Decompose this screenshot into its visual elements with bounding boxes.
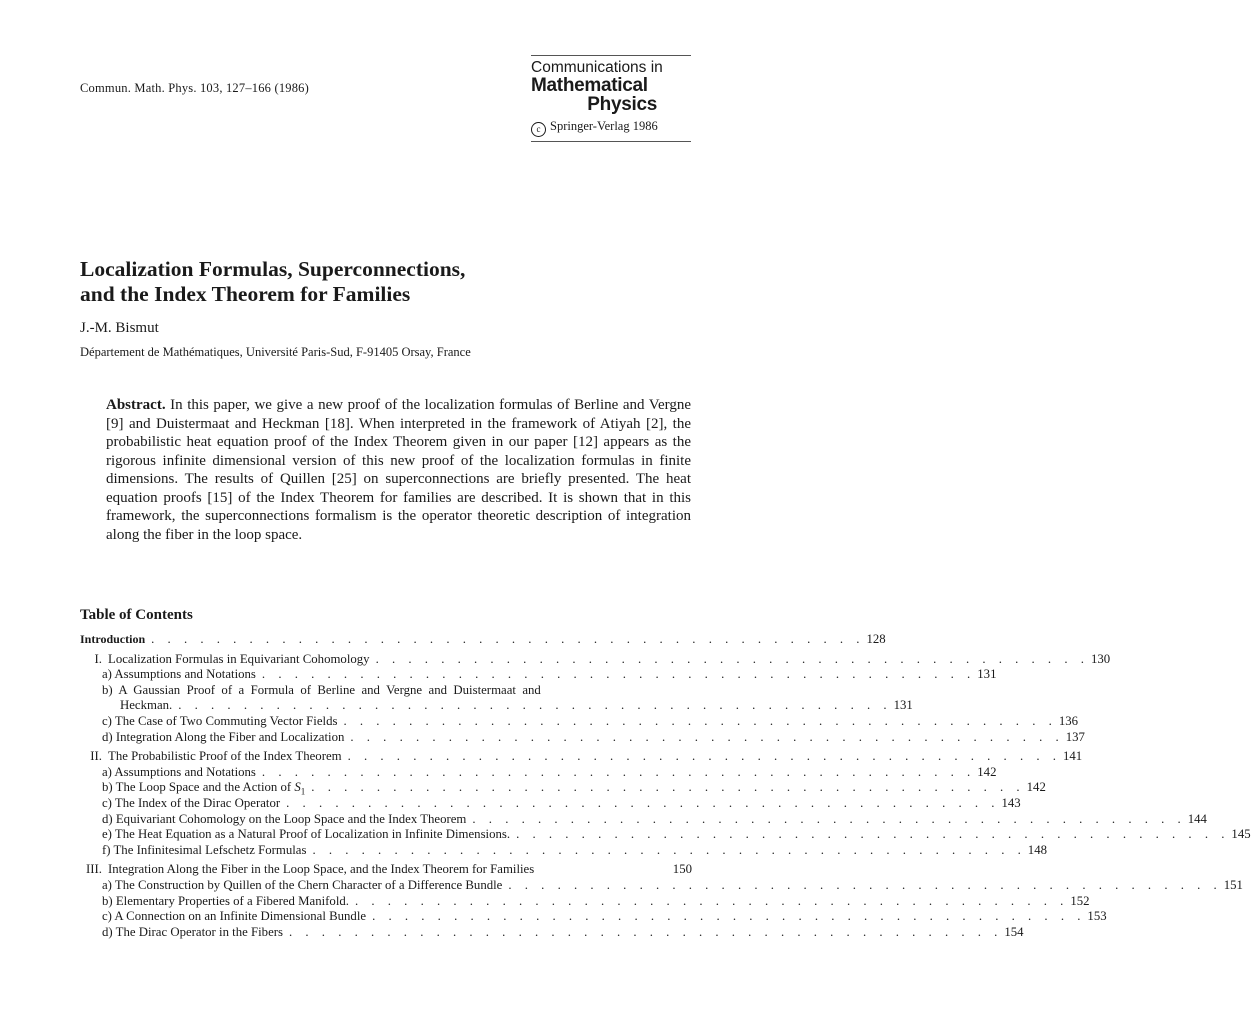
toc-entry-2c <box>80 795 1021 812</box>
paper-title <box>80 257 700 307</box>
toc-entry-label: a) Assumptions and Notations <box>102 764 256 779</box>
masthead-top-rule <box>531 55 691 56</box>
toc-entry-2d <box>80 811 1207 828</box>
toc-entry-2f <box>80 842 1047 859</box>
toc-entry-2b <box>80 780 1046 797</box>
toc-page-number: 137 <box>1065 729 1085 744</box>
toc-leader-dots: . . . . . . . . . . . . . . . . . . . . . . . . . . . . . . . . . . . . . . . . . . . . <box>261 667 976 682</box>
toc-page-number: 142 <box>977 764 997 779</box>
toc-leader-dots: . . . . . . . . . . . . . . . . . . . . . . . . . . . . . . . . . . . . . . . . . . . . <box>350 729 1064 744</box>
toc-leader-dots: . . . . . . . . . . . . . . . . . . . . . . . . . . . . . . . . . . . . . . . . . . . . <box>261 764 976 779</box>
toc-page-number: 131 <box>893 698 913 713</box>
toc-entry-2e <box>80 827 1251 843</box>
toc-leader-dots: . . . . . . . . . . . . . . . . . . . . . . . . . . . . . . . . . . . . . . . . . . . . <box>178 698 892 713</box>
toc-leader-dots: . . . . . . . . . . . . . . . . . . . . . . . . . . . . . . . . . . . . . . . . . . . . <box>354 893 1069 908</box>
title-line-2: and the Index Theorem for Families <box>80 282 411 306</box>
author-affiliation: Département de Mathématiques, Université Paris-Sud, F-91405 Orsay, France <box>80 345 471 359</box>
masthead-bottom-rule <box>531 141 691 142</box>
symbol-subscript: 1 <box>300 786 306 797</box>
toc-entry-1a <box>80 667 997 683</box>
toc-page-number: 142 <box>1026 780 1046 795</box>
toc-entry-label: d) Integration Along the Fiber and Localization <box>102 729 345 744</box>
symbol-s: S <box>294 780 301 795</box>
toc-entry-label: c) The Case of Two Commuting Vector Fields <box>102 713 338 728</box>
title-line-1: Localization Formulas, Superconnections, <box>80 257 466 281</box>
toc-leader-dots: . . . . . . . . . . . . . . . . . . . . . . . . . . . . . . . . . . . . . . . . . . . . <box>312 842 1026 857</box>
toc-leader-dots: . . . . . . . . . . . . . . . . . . . . . . . . . . . . . . . . . . . . . . . . . . . . <box>286 795 1000 810</box>
toc-entry-part-1 <box>80 651 1111 668</box>
toc-leader-dots: . . . . . . . . . . . . . . . . . . . . . . . . . . . . . . . . . . . . . . . . . . . . <box>151 632 865 646</box>
toc-entry-label: a) The Construction by Quillen of the Chern Character of a Difference Bundle <box>102 877 503 892</box>
journal-name-line2: Mathematical <box>531 75 648 96</box>
toc-page-number: 144 <box>1187 811 1207 826</box>
toc-leader-dots: . . . . . . . . . . . . . . . . . . . . . . . . . . . . . . . . . . . . . . . . . . . . <box>347 749 1061 764</box>
toc-entry-label: d) The Dirac Operator in the Fibers <box>102 924 283 939</box>
toc-entry-label: f) The Infinitesimal Lefschetz Formulas <box>102 842 307 857</box>
copyright-line <box>531 117 691 137</box>
toc-page-number: 151 <box>1223 877 1243 892</box>
toc-entry-label: d) Equivariant Cohomology on the Loop Space and the Index Theorem <box>102 811 467 826</box>
toc-entry-3a <box>80 877 1243 894</box>
toc-page-number: 131 <box>977 667 997 682</box>
toc-entry-label: Introduction <box>80 632 146 646</box>
toc-page-number: 145 <box>1231 827 1251 842</box>
toc-entry-introduction <box>80 632 886 648</box>
toc-page-number: 154 <box>1004 924 1024 939</box>
toc-leader-dots: . . . . . . . . . . . . . . . . . . . . . . . . . . . . . . . . . . . . . . . . . . . . <box>289 924 1003 939</box>
toc-entry-label: c) A Connection on an Infinite Dimensional Bundle <box>102 909 367 924</box>
toc-entry-1c <box>80 713 1079 730</box>
toc-entry-label: Heckman. <box>120 698 173 713</box>
toc-entry-1b-continued <box>80 698 913 714</box>
journal-citation: Commun. Math. Phys. 103, 127–166 (1986) <box>80 81 309 95</box>
abstract-label: Abstract. <box>106 397 166 413</box>
toc-entry-3c <box>80 909 1107 925</box>
toc-entry-3d <box>80 924 1024 941</box>
toc-page-number: 150 <box>672 862 692 877</box>
toc-leader-dots: . . . . . . . . . . . . . . . . . . . . . . . . . . . . . . . . . . . . . . . . . . . . <box>343 713 1057 728</box>
copyright-icon: c <box>531 122 546 137</box>
toc-part-numeral: III. <box>86 862 102 877</box>
toc-entry-label: b) The Loop Space and the Action of <box>102 780 295 795</box>
toc-part-numeral: I. <box>94 651 102 666</box>
toc-leader-dots: . . . . . . . . . . . . . . . . . . . . . . . . . . . . . . . . . . . . . . . . . . . . <box>375 651 1089 666</box>
toc-page-number: 153 <box>1087 909 1107 924</box>
toc-page-number: 130 <box>1090 651 1111 666</box>
toc-page-number: 152 <box>1070 893 1090 908</box>
table-of-contents <box>80 632 1251 940</box>
toc-page-number: 136 <box>1058 713 1079 728</box>
toc-leader-dots: . . . . . . . . . . . . . . . . . . . . . . . . . . . . . . . . . . . . . . . . . . . . <box>516 827 1230 842</box>
toc-entry-3b <box>80 893 1090 910</box>
journal-masthead <box>531 55 691 142</box>
toc-title: Table of Contents <box>80 607 193 623</box>
toc-page-number: 143 <box>1001 795 1021 810</box>
toc-entry-label: c) The Index of the Dirac Operator <box>102 795 281 810</box>
toc-page-number: 128 <box>866 632 886 646</box>
toc-entry-1d <box>80 729 1085 746</box>
toc-leader-dots: . . . . . . . . . . . . . . . . . . . . . . . . . . . . . . . . . . . . . . . . . . . . <box>372 909 1086 924</box>
toc-entry-part-2 <box>80 749 1083 765</box>
journal-name-line1: Communications in <box>531 59 663 76</box>
toc-entry-1b <box>80 683 692 699</box>
toc-entry-2a <box>80 764 997 781</box>
toc-page-number: 141 <box>1062 749 1083 764</box>
toc-part-numeral: II. <box>90 749 102 764</box>
abstract-text: In this paper, we give a new proof of the localization formulas of Berline and Vergne [9] and Duistermaat and Heckman [18]. When interpreted in the framework of Atiyah [2], the probabilistic heat equation proof of the Index Theorem given in our paper [12] appears as the rigorous infinite dimensional version of this new proof of the localization formulas in finite dimensions. The results of Quillen [25] on superconnections are briefly presented. The heat equation proofs [15] of the Index Theorem for families are described. It is shown that in this framework, the superconnections formalism is the operator theoretic description of integration along the fiber in the loop space. <box>106 397 691 543</box>
toc-entry-label: e) The Heat Equation as a Natural Proof of Localization in Infinite Dimensions. <box>102 827 511 842</box>
abstract <box>106 396 691 544</box>
toc-page-number: 148 <box>1027 842 1047 857</box>
toc-entry-label: Integration Along the Fiber in the Loop Space, and the Index Theorem for Families <box>108 862 535 877</box>
toc-entry-part-3 <box>80 862 692 878</box>
toc-leader-dots: . . . . . . . . . . . . . . . . . . . . . . . . . . . . . . . . . . . . . . . . . . . . <box>311 780 1025 795</box>
toc-entry-label: The Probabilistic Proof of the Index Theorem <box>108 749 342 764</box>
toc-entry-label: b) Elementary Properties of a Fibered Manifold. <box>102 893 349 908</box>
toc-entry-label: a) Assumptions and Notations <box>102 667 256 682</box>
copyright-text: Springer-Verlag 1986 <box>550 119 658 133</box>
author-name: J.-M. Bismut <box>80 320 159 336</box>
toc-leader-dots: . . . . . . . . . . . . . . . . . . . . . . . . . . . . . . . . . . . . . . . . . . . . <box>508 877 1222 892</box>
toc-leader-dots: . . . . . . . . . . . . . . . . . . . . . . . . . . . . . . . . . . . . . . . . . . . . <box>472 811 1186 826</box>
toc-entry-label: Localization Formulas in Equivariant Cohomology <box>108 651 370 666</box>
journal-name-line3: Physics <box>587 94 657 115</box>
toc-entry-label: b) A Gaussian Proof of a Formula of Berline and Vergne and Duistermaat and <box>102 682 541 697</box>
